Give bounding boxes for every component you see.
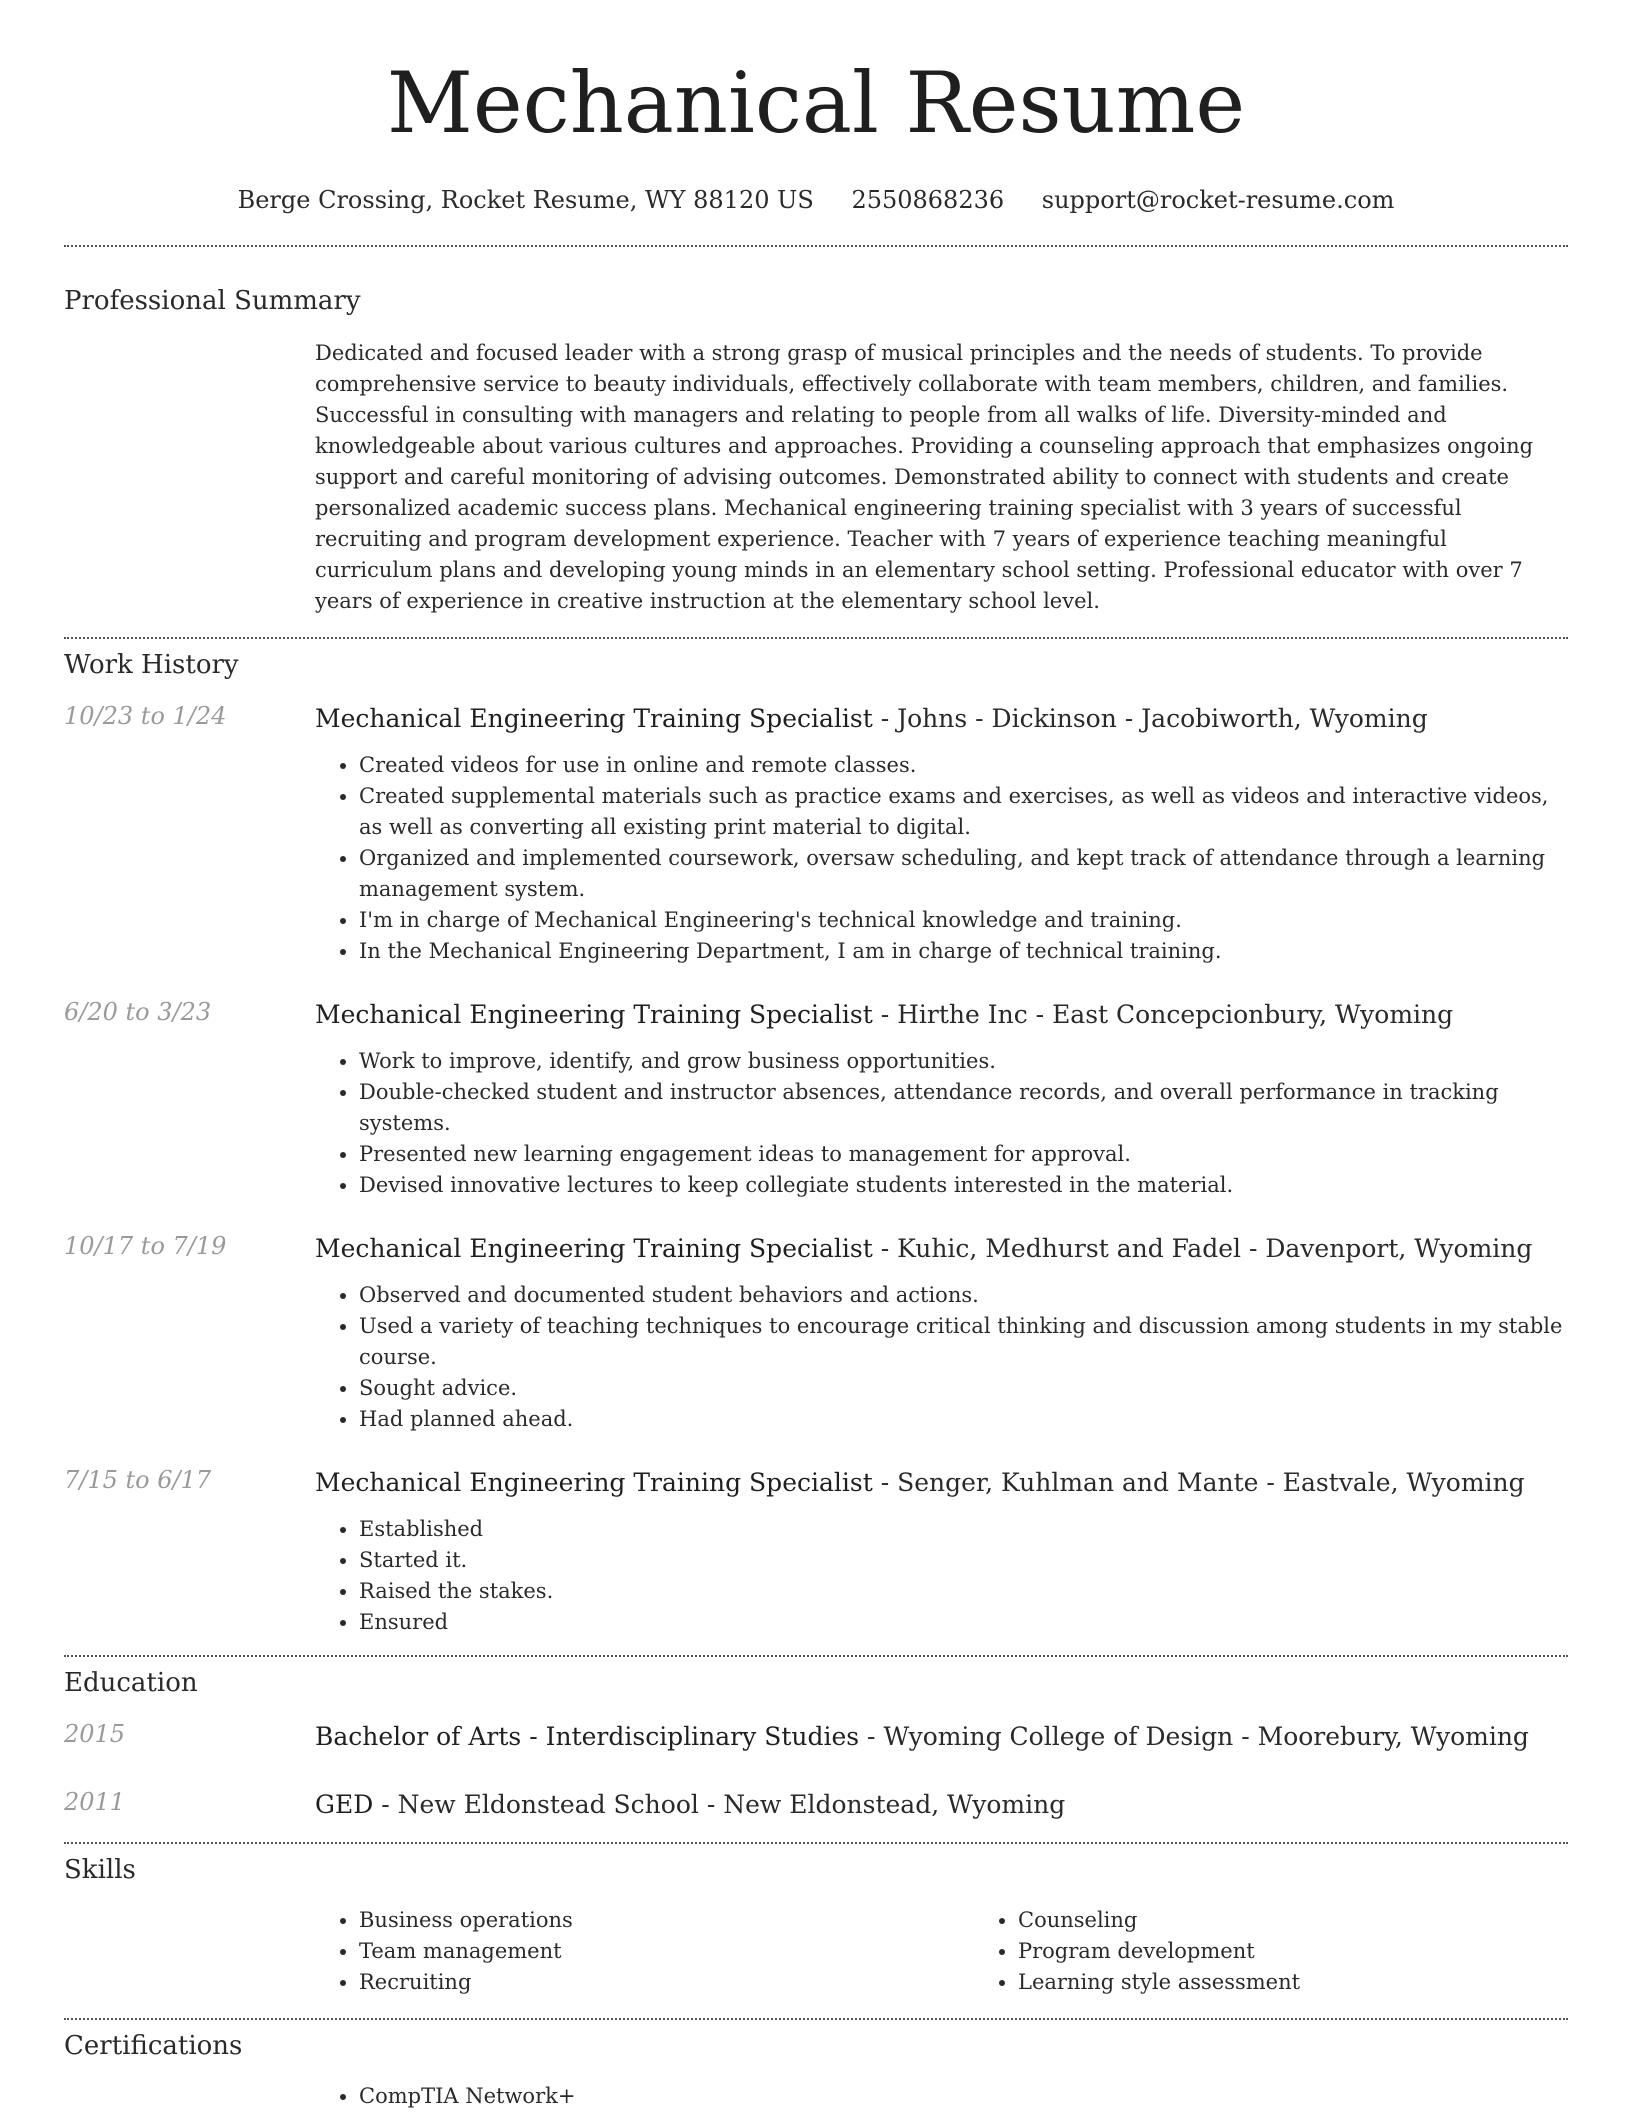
job-bullet: • Started it. <box>359 1545 1568 1576</box>
skill-item: • Team management <box>359 1936 974 1967</box>
job-role: Mechanical Engineering Training Specialist <box>315 1234 873 1263</box>
skills-spacer <box>64 1905 315 1998</box>
job-bullet: • I'm in charge of Mechanical Engineering's technical knowledge and training. <box>359 905 1568 936</box>
job-bullet: • Established <box>359 1514 1568 1545</box>
certifications-section <box>0 2020 1632 2112</box>
job-bullet: • Created videos for use in online and remote classes. <box>359 750 1568 781</box>
job-dates: 6/20 to 3/23 <box>64 998 212 1026</box>
job-bullet: • Double-checked student and instructor absences, attendance records, and overall performance in tracking systems. <box>359 1077 1568 1139</box>
education-year: 2011 <box>64 1788 126 1816</box>
summary-text: Dedicated and focused leader with a strong grasp of musical principles and the needs of students. To provide comprehensive service to beauty individuals, effectively collaborate with team members, children, and families. Successful in consulting with managers and relating to people from all walks of life. Diversity-minded and knowledgeable about various cultures and approaches. Providing a counseling approach that emphasizes ongoing support and careful monitoring of advising outcomes. Demonstrated ability to connect with students and create personalized academic success plans. Mechanical engineering training specialist with 3 years of successful recruiting and program development experience. Teacher with 7 years of experience teaching meaningful curriculum plans and developing young minds in an elementary school setting. Professional educator with over 7 years of experience in creative instruction at the elementary school level. <box>315 341 1534 613</box>
job-bullets <box>315 1280 1568 1435</box>
job-bullet: • In the Mechanical Engineering Department, I am in charge of technical training. <box>359 936 1568 967</box>
job-bullets <box>315 750 1568 967</box>
skill-item: • Counseling <box>1018 1905 1632 1936</box>
certifications-title: Certifications <box>64 2031 243 2061</box>
job-bullet: • Devised innovative lectures to keep collegiate students interested in the material. <box>359 1170 1568 1201</box>
job-dates: 7/15 to 6/17 <box>64 1466 212 1494</box>
summary-section <box>0 247 1632 617</box>
education-details: - Wyoming College of Design - Moorebury, Wyoming <box>859 1722 1529 1751</box>
certifications-spacer <box>64 2081 315 2112</box>
certifications-list <box>315 2081 1568 2112</box>
job-bullet: • Created supplemental materials such as practice exams and exercises, as well as videos and interactive videos, as well as converting all existing print material to digital. <box>359 781 1568 843</box>
education-section <box>0 1657 1632 1822</box>
contact-email: support@rocket-resume.com <box>1041 186 1395 214</box>
job-title <box>315 702 1568 736</box>
job-bullet: • Organized and implemented coursework, oversaw scheduling, and kept track of attendance through a learning management system. <box>359 843 1568 905</box>
job-bullet: • Work to improve, identify, and grow business opportunities. <box>359 1046 1568 1077</box>
summary-spacer <box>64 338 315 617</box>
job-role: Mechanical Engineering Training Specialist <box>315 1468 873 1497</box>
job-entry <box>64 998 1568 1201</box>
education-details: - New Eldonstead School - New Eldonstead, Wyoming <box>373 1790 1066 1819</box>
education-title: Education <box>64 1668 198 1698</box>
contact-phone: 2550868236 <box>851 186 1005 214</box>
contact-line <box>0 186 1632 214</box>
summary-title: Professional Summary <box>64 286 361 316</box>
job-bullet: • Raised the stakes. <box>359 1576 1568 1607</box>
skill-item: • Learning style assessment <box>1018 1967 1632 1998</box>
job-details: - Kuhic, Medhurst and Fadel - Davenport, Wyoming <box>872 1234 1533 1263</box>
contact-address: Berge Crossing, Rocket Resume, WY 88120 US <box>237 186 814 214</box>
job-role: Mechanical Engineering Training Specialist <box>315 704 873 733</box>
job-bullet: • Presented new learning engagement ideas to management for approval. <box>359 1139 1568 1170</box>
education-title-line <box>315 1788 1568 1822</box>
resume-name: Mechanical Resume <box>386 54 1246 152</box>
resume-header <box>0 0 1632 214</box>
job-details: - Senger, Kuhlman and Mante - Eastvale, Wyoming <box>872 1468 1525 1497</box>
work-history-title: Work History <box>64 650 239 680</box>
job-role: Mechanical Engineering Training Specialist <box>315 1000 873 1029</box>
job-title <box>315 1466 1568 1500</box>
job-details: - Hirthe Inc - East Concepcionbury, Wyoming <box>872 1000 1454 1029</box>
work-history-section <box>0 639 1632 1638</box>
job-bullet: • Used a variety of teaching techniques to encourage critical thinking and discussion among students in my stable course. <box>359 1311 1568 1373</box>
education-title-line <box>315 1720 1568 1754</box>
skills-title: Skills <box>64 1855 136 1885</box>
job-bullet: • Sought advice. <box>359 1373 1568 1404</box>
education-year: 2015 <box>64 1720 126 1748</box>
job-bullet: • Had planned ahead. <box>359 1404 1568 1435</box>
skill-item: • Program development <box>1018 1936 1632 1967</box>
education-entry <box>64 1720 1568 1754</box>
skills-grid <box>315 1905 1632 1998</box>
job-dates: 10/23 to 1/24 <box>64 702 227 730</box>
job-bullet: • Ensured <box>359 1607 1568 1638</box>
skill-item: • Recruiting <box>359 1967 974 1998</box>
education-degree: GED <box>315 1790 374 1819</box>
job-title <box>315 998 1568 1032</box>
job-dates: 10/17 to 7/19 <box>64 1232 227 1260</box>
skills-column <box>315 1905 974 1998</box>
certification-item: • CompTIA Network+ <box>359 2081 1568 2112</box>
skills-section <box>0 1844 1632 1998</box>
skills-column <box>974 1905 1632 1998</box>
job-bullet: • Observed and documented student behaviors and actions. <box>359 1280 1568 1311</box>
job-details: - Johns - Dickinson - Jacobiworth, Wyoming <box>872 704 1428 733</box>
education-degree: Bachelor of Arts - Interdisciplinary Studies <box>315 1722 860 1751</box>
job-bullets <box>315 1046 1568 1201</box>
job-title <box>315 1232 1568 1266</box>
job-entry <box>64 1232 1568 1435</box>
job-bullets <box>315 1514 1568 1638</box>
skill-item: • Business operations <box>359 1905 974 1936</box>
job-entry <box>64 702 1568 967</box>
education-entry <box>64 1788 1568 1822</box>
job-entry <box>64 1466 1568 1638</box>
